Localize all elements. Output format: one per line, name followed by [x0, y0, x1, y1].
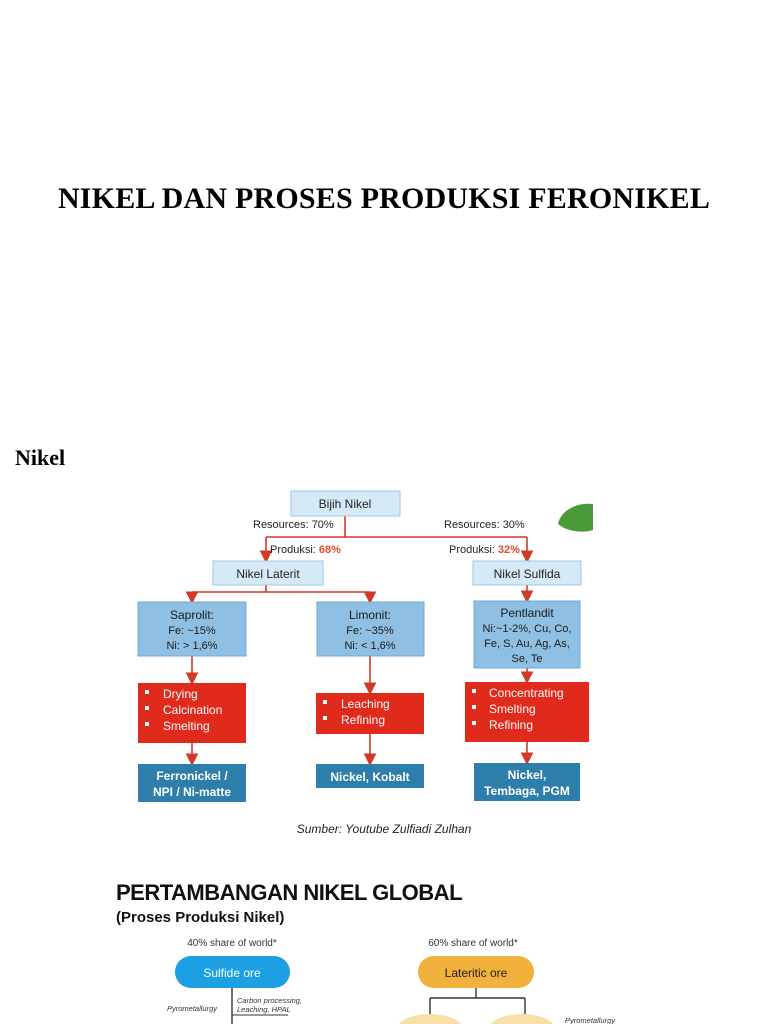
- product-limonit-label: Nickel, Kobalt: [330, 770, 410, 784]
- global-mining-subtitle: (Proses Produksi Nikel): [116, 909, 285, 926]
- section-heading: Nikel: [15, 445, 66, 470]
- saprolit-fe: Fe: ~15%: [168, 625, 216, 637]
- laterite-ore-label: Lateritic ore: [444, 966, 508, 980]
- bullet: [145, 722, 149, 726]
- bullet: [145, 706, 149, 710]
- pentlandit-line1: Ni:~1-2%, Cu, Co,: [482, 623, 572, 635]
- process-item: Drying: [163, 687, 198, 701]
- left-resources: Resources: 70%: [253, 519, 334, 531]
- figure-caption: Sumber: Youtube Zulfiadi Zulhan: [296, 822, 472, 836]
- pentlandit-line2: Fe, S, Au, Ag, As,: [484, 638, 570, 650]
- bullet: [472, 721, 476, 725]
- process-item: Smelting: [163, 719, 210, 733]
- pentlandit-name: Pentlandit: [500, 606, 554, 620]
- process-item: Concentrating: [489, 686, 564, 700]
- saprolit-ni: Ni: > 1,6%: [166, 640, 218, 652]
- laterite-branch: Pyrometallurgy: [565, 1016, 616, 1024]
- sulfide-branch-right-line2: Leaching, HPAL: [237, 1005, 291, 1014]
- limonit-ni: Ni: < 1,6%: [344, 640, 396, 652]
- product-pentlandit-line1: Nickel,: [507, 768, 547, 782]
- global-mining-diagram: [0, 862, 768, 1024]
- bullet: [323, 700, 327, 704]
- laterite-child-pill: [490, 1014, 554, 1024]
- right-produksi: [449, 544, 520, 556]
- laterite-child-pill: [398, 1014, 462, 1024]
- process-item: Smelting: [489, 702, 536, 716]
- product-saprolit-line1: Ferronickel /: [156, 769, 228, 783]
- bullet: [145, 690, 149, 694]
- nikel-sulfida-label: Nikel Sulfida: [493, 567, 561, 581]
- product-pentlandit-line2: Tembaga, PGM: [484, 784, 570, 798]
- pentlandit-line3: Se, Te: [511, 653, 543, 665]
- bijih-nikel-label: Bijih Nikel: [318, 497, 372, 511]
- leaf-decoration: [558, 504, 593, 532]
- bullet: [472, 689, 476, 693]
- process-item: Calcination: [163, 703, 223, 717]
- right-produksi-value: 32%: [497, 544, 520, 556]
- right-produksi-label: Produksi:: [449, 544, 498, 556]
- left-produksi-label: Produksi:: [270, 544, 319, 556]
- page-title: NIKEL DAN PROSES PRODUKSI FERONIKEL: [57, 182, 711, 215]
- product-saprolit-line2: NPI / Ni-matte: [152, 785, 232, 799]
- sulfide-share: 40% share of world*: [187, 938, 277, 949]
- process-item: Refining: [341, 713, 386, 727]
- process-item: Leaching: [341, 697, 390, 711]
- bullet: [472, 705, 476, 709]
- left-produksi: [270, 544, 341, 556]
- laterite-share: 60% share of world*: [428, 938, 518, 949]
- sulfide-branch-left: Pyrometallurgy: [167, 1004, 218, 1013]
- limonit-name: Limonit:: [348, 608, 392, 622]
- left-produksi-value: 68%: [318, 544, 341, 556]
- saprolit-name: Saprolit:: [169, 608, 215, 622]
- bullet: [323, 716, 327, 720]
- right-resources: Resources: 30%: [444, 519, 525, 531]
- sulfide-branch-right-line1: Carbon processing,: [237, 996, 303, 1005]
- nikel-laterit-label: Nikel Laterit: [236, 567, 300, 581]
- process-item: Refining: [489, 718, 534, 732]
- limonit-fe: Fe: ~35%: [346, 625, 394, 637]
- global-mining-title: PERTAMBANGAN NIKEL GLOBAL: [116, 880, 463, 905]
- sulfide-ore-label: Sulfide ore: [203, 966, 261, 980]
